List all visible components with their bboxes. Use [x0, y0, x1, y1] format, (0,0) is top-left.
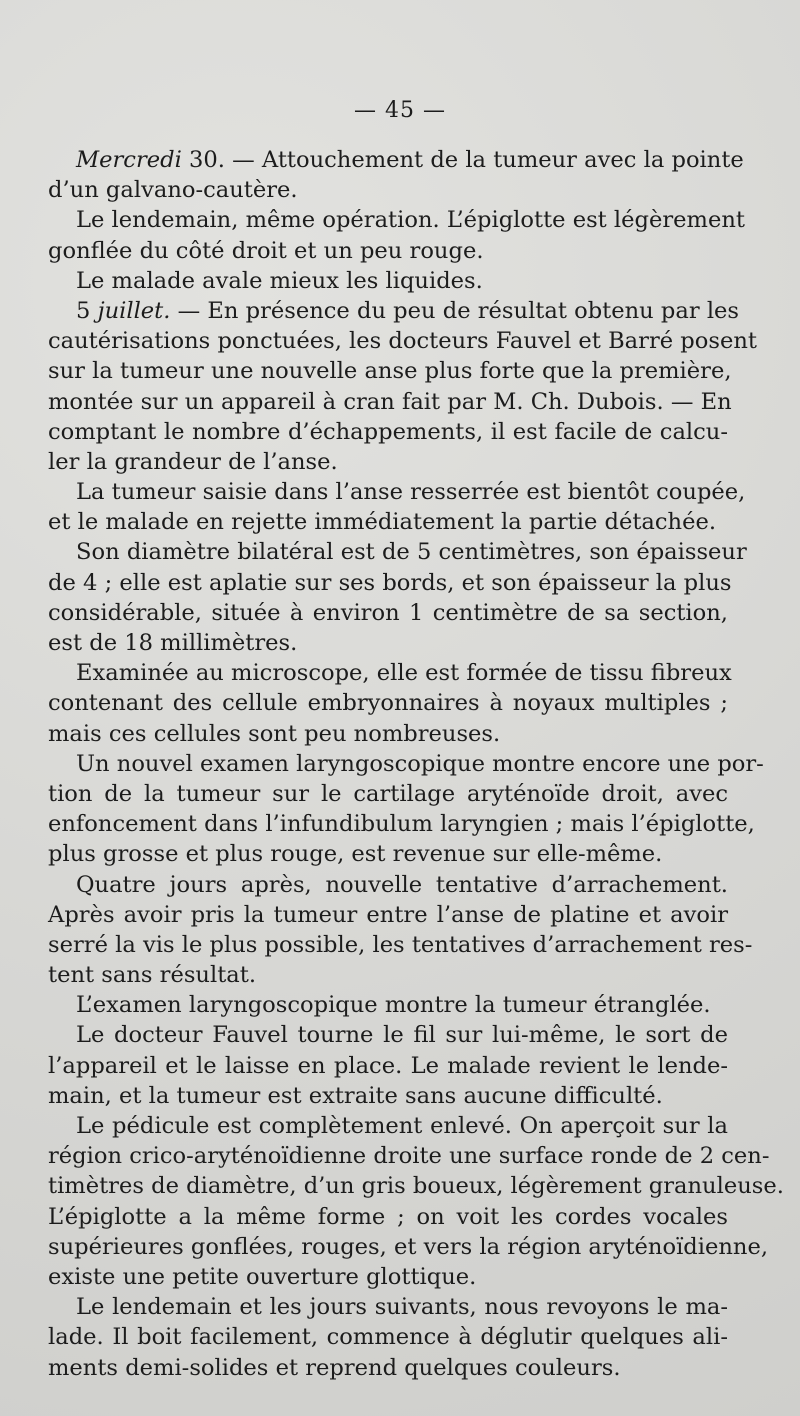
line-text: existe une petite ouverture glottique.: [48, 1263, 477, 1290]
line-text: tent sans résultat.: [48, 962, 257, 989]
line-text: cautérisations ponctuées, les docteurs Fauvel et Barré posent: [48, 328, 757, 355]
line-text: main, et la tumeur est extraite sans aucune difficulté.: [48, 1082, 663, 1109]
italic-date: Mercredi: [76, 147, 182, 173]
text-line: [48, 628, 728, 658]
line-text: Quatre jours après, nouvelle tentative d’arrachement.: [76, 871, 728, 898]
text-line: [48, 1322, 728, 1352]
text-line: [48, 658, 732, 688]
line-text: sur la tumeur une nouvelle anse plus forte que la première,: [48, 358, 732, 385]
line-text: et le malade en rejette immédiatement la partie détachée.: [48, 509, 717, 536]
line-text: contenant des cellule embryonnaires à noyaux multiples ;: [48, 690, 728, 717]
text-line: [48, 809, 755, 839]
text-line: [48, 1051, 728, 1081]
line-text: Le lendemain et les jours suivants, nous revoyons le ma-: [76, 1294, 728, 1321]
text-line: [48, 507, 728, 537]
line-text: Après avoir pris la tumeur entre l’anse de platine et avoir: [48, 901, 728, 928]
text-line: [48, 870, 728, 900]
line-text: l’appareil et le laisse en place. Le malade revient le lende-: [48, 1052, 728, 1079]
line-text: La tumeur saisie dans l’anse resserrée est bientôt coupée,: [76, 479, 746, 506]
text-line: [48, 990, 728, 1020]
text-line: [48, 1111, 728, 1141]
line-text: lade. Il boit facilement, commence à déglutir quelques ali-: [48, 1324, 728, 1351]
text-line: [48, 568, 732, 598]
text-line: [48, 1262, 728, 1292]
text-line: [48, 447, 728, 477]
text-line: [48, 719, 728, 749]
text-line: [48, 417, 728, 447]
text-line: [48, 326, 757, 356]
text-line: [48, 1202, 728, 1232]
line-text: tion de la tumeur sur le cartilage aryténoïde droit, avec: [48, 780, 728, 807]
line-text: Le malade avale mieux les liquides.: [76, 267, 483, 294]
line-text: d’un galvano-cautère.: [48, 177, 298, 204]
text-line: [48, 960, 728, 990]
text-line: [48, 839, 728, 869]
text-line: [48, 1353, 728, 1383]
line-text: est de 18 millimètres.: [48, 630, 298, 656]
line-text: ler la grandeur de l’anse.: [48, 448, 338, 475]
text-line: [48, 1232, 769, 1262]
text-line: [48, 145, 744, 175]
line-text: Son diamètre bilatéral est de 5 centimètres, son épaisseur: [76, 539, 747, 566]
text-line: [48, 749, 764, 779]
line-text: mais ces cellules sont peu nombreuses.: [48, 720, 501, 747]
line-text: — En présence du peu de résultat obtenu par les: [170, 297, 740, 324]
line-prefix: 5: [76, 297, 98, 324]
line-text: serré la vis le plus possible, les tentatives d’arrachement res-: [48, 931, 753, 958]
text-line: [48, 175, 728, 205]
line-text: Le pédicule est complètement enlevé. On aperçoit sur la: [76, 1113, 728, 1139]
text-line: [48, 1141, 770, 1171]
line-text: 30. — Attouchement de la tumeur avec la pointe: [181, 147, 744, 173]
text-line: [48, 779, 728, 809]
line-text: comptant le nombre d’échappements, il est facile de calcu-: [48, 418, 728, 445]
text-line: [48, 930, 753, 960]
line-text: Le lendemain, même opération. L’épiglotte est légèrement: [76, 207, 745, 234]
text-line: [48, 1292, 728, 1322]
text-line: [48, 356, 732, 386]
line-text: Un nouvel examen laryngoscopique montre encore une por-: [76, 750, 764, 777]
line-text: enfoncement dans l’infundibulum laryngien ; mais l’épiglotte,: [48, 811, 755, 838]
line-text: supérieures gonflées, rouges, et vers la région aryténoïdienne,: [48, 1233, 769, 1260]
line-text: considérable, située à environ 1 centimètre de sa section,: [48, 599, 728, 626]
line-text: ments demi-solides et reprend quelques couleurs.: [48, 1354, 621, 1381]
text-line: [48, 537, 747, 567]
line-text: plus grosse et plus rouge, est revenue sur elle-même.: [48, 841, 663, 868]
text-line: [48, 236, 728, 266]
text-line: [48, 387, 732, 417]
text-line: [48, 1171, 784, 1201]
line-text: région crico-aryténoïdienne droite une surface ronde de 2 cen-: [48, 1143, 770, 1170]
line-text: Examinée au microscope, elle est formée de tissu fibreux: [76, 660, 732, 687]
line-text: L’épiglotte a la même forme ; on voit les cordes vocales: [48, 1203, 728, 1230]
text-line: [48, 205, 745, 235]
text-line: [48, 477, 746, 507]
text-line: [48, 598, 728, 628]
text-line: [48, 296, 740, 326]
text-line: [48, 1020, 728, 1050]
line-text: L’examen laryngoscopique montre la tumeur étranglée.: [76, 992, 711, 1019]
line-text: Le docteur Fauvel tourne le fil sur lui-même, le sort de: [76, 1022, 728, 1049]
text-line: [48, 1081, 728, 1111]
line-text: timètres de diamètre, d’un gris boueux, légèrement granuleuse.: [48, 1173, 784, 1200]
text-line: [48, 900, 728, 930]
line-text: gonflée du côté droit et un peu rouge.: [48, 237, 484, 264]
italic-date: juillet.: [97, 297, 171, 324]
text-line: [48, 688, 728, 718]
line-text: montée sur un appareil à cran fait par M. Ch. Dubois. — En: [48, 388, 732, 415]
page-number: — 45 —: [354, 98, 446, 123]
line-text: de 4 ; elle est aplatie sur ses bords, et son épaisseur la plus: [48, 569, 732, 596]
body-text: [48, 145, 784, 1383]
text-line: [48, 266, 728, 296]
